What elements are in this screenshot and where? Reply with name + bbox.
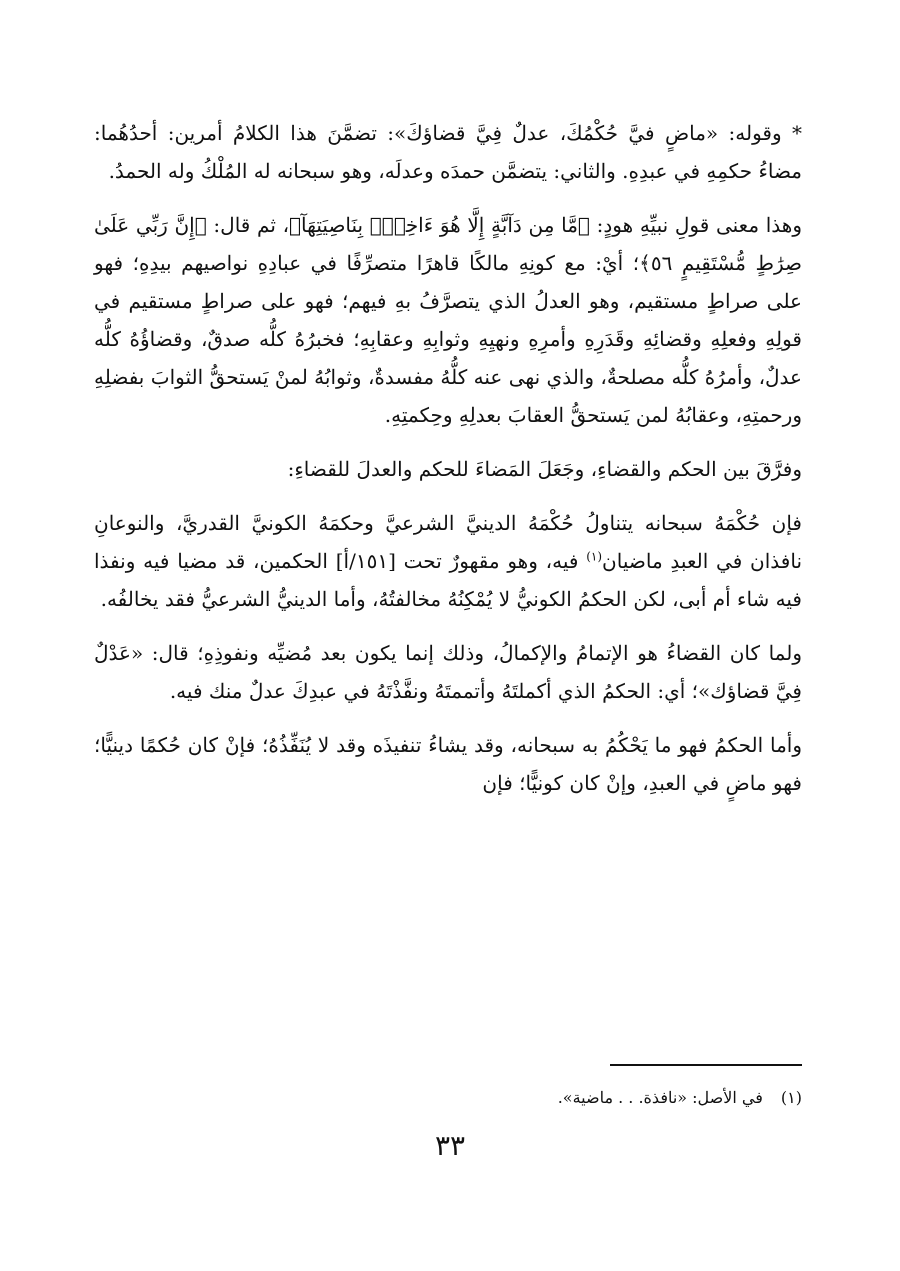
footnote-reference[interactable]: (١) [586,549,603,564]
paragraph-3: وفرَّقَ بين الحكم والقضاءِ، وجَعَلَ المَضاءَ للحكم والعدلَ للقضاءِ: [287,457,802,481]
paragraph-4 [94,504,802,618]
paragraph-4-end: فيه، وهو مقهورٌ تحت [١٥١/أ] الحكمين، قد مضيا فيه ونفذا فيه شاء أم أبى، لكن الحكمُ الكونيُّ لا يُمْكِنُهُ مخالفتُهُ، وأما الدينيُّ الشرعيُّ فقد يخالفُه. [94,549,802,611]
footnote-text: في الأصل: «نافذة. . . ماضية». [557,1088,763,1107]
paragraph-1: * وقوله: «ماضٍ فيَّ حُكْمُكَ، عدلٌ فِيَّ قضاؤكَ»: تضمَّنَ هذا الكلامُ أمرين: أحدُهُما: مضاءُ حكمِهِ في عبدِهِ. والثاني: يتضمَّن حمدَه وعدلَه، وهو سبحانه له المُلْكُ وله الحمدُ. [94,121,802,183]
paragraph-6: وأما الحكمُ فهو ما يَحْكُمُ به سبحانه، وقد يشاءُ تنفيذَه وقد لا يُنَفِّذُهُ؛ فإنْ كان حُكمًا دينيًّا؛ فهو ماضٍ في العبدِ، وإنْ كان كونيًّا؛ فإن [94,733,802,795]
paragraph-2: وهذا معنى قولِ نبيِّهِ هودٍ: ﴿مَّا مِن دَآبَّةٍ إِلَّا هُوَ ءَاخِذُۢ بِنَاصِيَتِهَآ﴾، ثم قال: ﴿إِنَّ رَبِّي عَلَىٰ صِرَٰطٍ مُّسْتَقِيمٍ ٥٦﴾؛ أيْ: مع كونِهِ مالكًا قاهرًا متصرِّفًا في عبادِهِ نواصيهم بيدِهِ؛ فهو على صراطٍ مستقيم، وهو العدلُ الذي يتصرَّفُ بهِ فيهم؛ فهو على صراطٍ مستقيم في قولِهِ وفعلِهِ وقضائِهِ وقَدَرِهِ وأمرِهِ ونهيِهِ وثوابِهِ وعقابِهِ؛ فخبرُهُ كلُّه صدقٌ، وقضاؤُهُ كلُّه عدلٌ، وأمرُهُ كلُّه مصلحةٌ، والذي نهى عنه كلُّهُ مفسدةٌ، وثوابُهُ لمنْ يَستحقُّ الثوابَ بفضلِهِ ورحمتِهِ، وعقابُهُ لمن يَستحقُّ العقابَ بعدلِهِ وحِكمتِهِ. [94,213,802,427]
main-text [94,114,802,818]
footnote [94,1086,802,1110]
paragraph-4-start: فإن حُكْمَهُ سبحانه يتناولُ حُكْمَهُ الدينيَّ الشرعيَّ وحكمَهُ الكونيَّ القدريَّ، والنوعانِ نافذان في العبدِ ماضيان [94,511,803,573]
footnote-number: (١) [780,1088,802,1107]
footnote-divider [610,1064,802,1066]
page-number: ٣٣ [434,1129,466,1162]
paragraph-5: ولما كان القضاءُ هو الإتمامُ والإكمالُ، وذلك إنما يكون بعد مُضيِّه ونفوذِهِ؛ قال: «عَدْلٌ فِيَّ قضاؤك»؛ أي: الحكمُ الذي أكملتَهُ وأتممتَهُ ونفَّذْتَهُ في عبدِكَ عدلٌ منك فيه. [94,641,802,703]
